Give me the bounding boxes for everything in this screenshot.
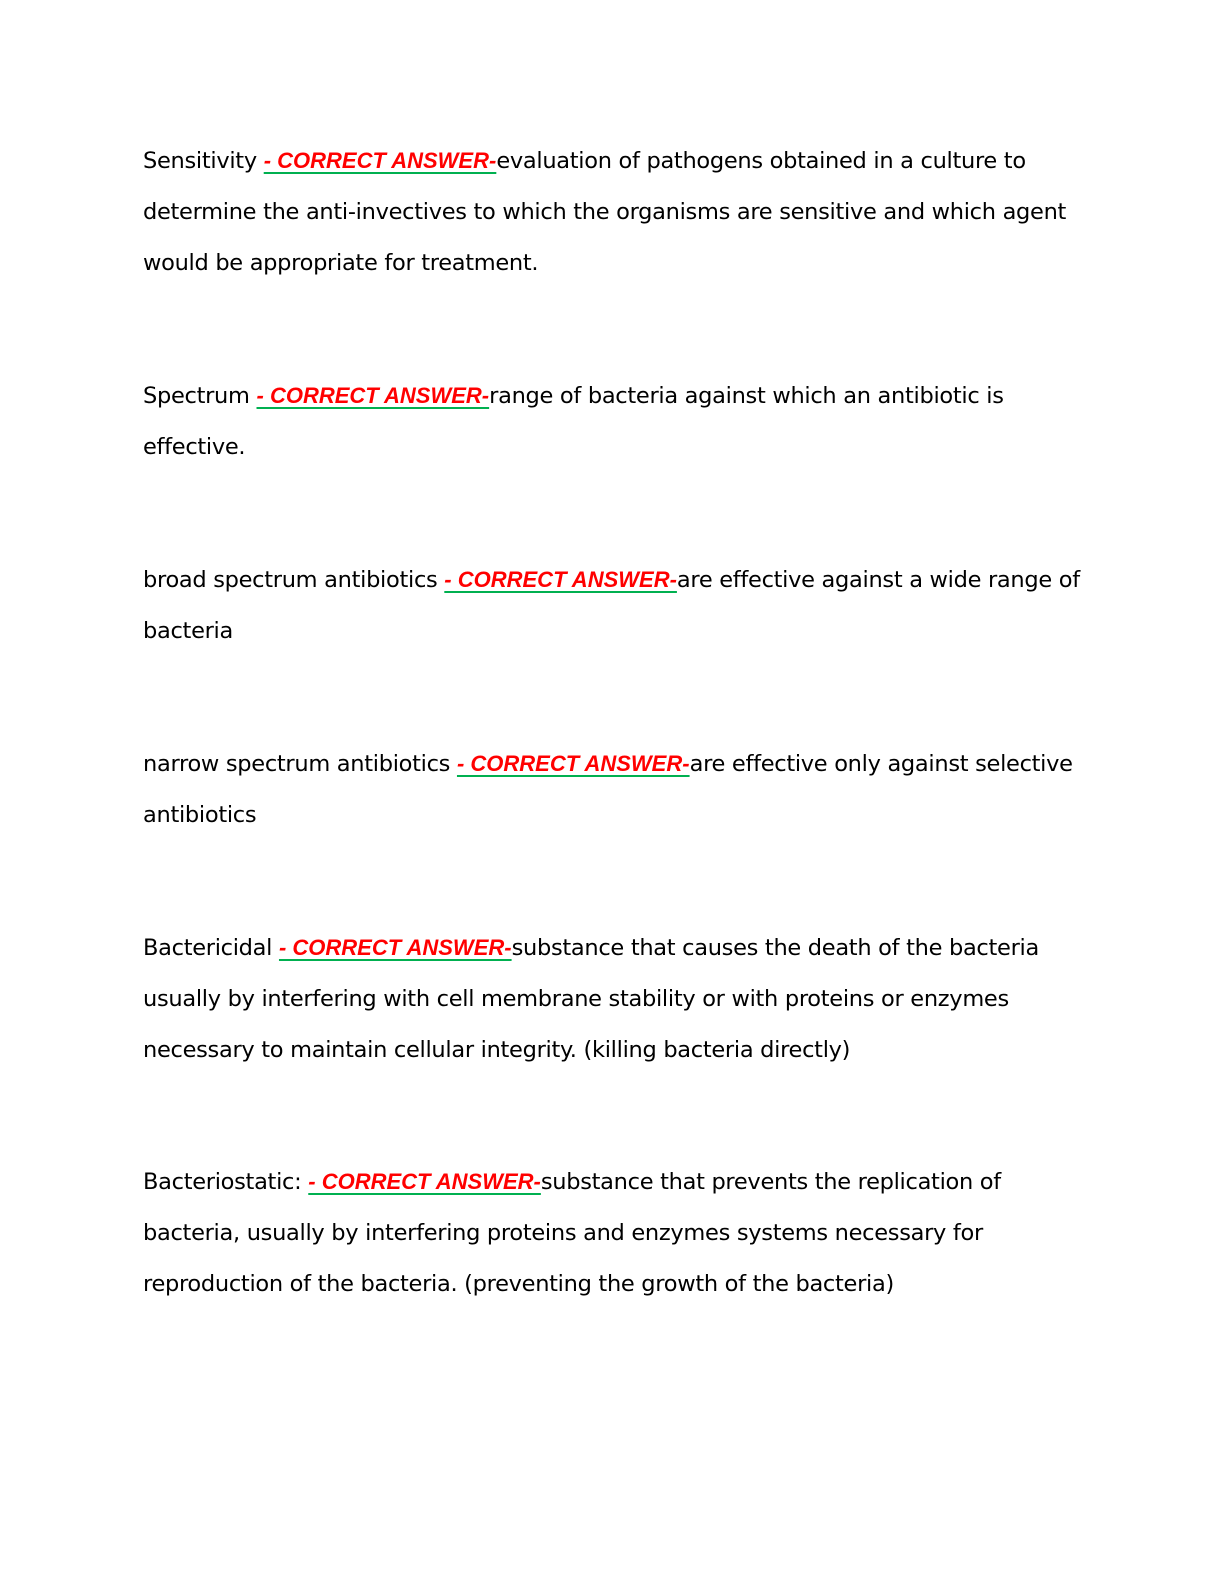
entry-definition: range of bacteria against which an antibiotic is effective. bbox=[143, 383, 1004, 460]
entry-definition: evaluation of pathogens obtained in a culture to determine the anti-invectives to which the organisms are sensitive and which agent would be appropriate for treatment. bbox=[143, 148, 1067, 276]
definition-entry bbox=[143, 1156, 1083, 1310]
entry-definition: are effective only against selective antibiotics bbox=[143, 751, 1073, 828]
entry-definition: substance that causes the death of the bacteria usually by interfering with cell membrane stability or with proteins or enzymes necessary to maintain cellular integrity. (killing bacteria directly) bbox=[143, 935, 1039, 1063]
definition-entry bbox=[143, 922, 1083, 1076]
correct-answer-marker: - CORRECT ANSWER- bbox=[444, 567, 677, 592]
entry-definition: substance that prevents the replication of bacteria, usually by interfering proteins and enzymes systems necessary for reproduction of the bacteria. (preventing the growth of the bacteria) bbox=[143, 1169, 1001, 1297]
correct-answer-marker: - CORRECT ANSWER- bbox=[308, 1169, 541, 1194]
entry-term: broad spectrum antibiotics bbox=[143, 567, 438, 593]
correct-answer-marker: - CORRECT ANSWER- bbox=[263, 148, 497, 173]
entry-term: Bacteriostatic: bbox=[143, 1169, 302, 1195]
definition-entry bbox=[143, 135, 1083, 289]
entry-term: Bactericidal bbox=[143, 935, 273, 961]
definition-entry bbox=[143, 554, 1083, 657]
correct-answer-marker: - CORRECT ANSWER- bbox=[456, 751, 690, 776]
entry-term: Spectrum bbox=[143, 383, 250, 409]
entry-term: Sensitivity bbox=[143, 148, 257, 174]
definition-entry bbox=[143, 738, 1083, 841]
definition-entry bbox=[143, 370, 1083, 473]
entry-term: narrow spectrum antibiotics bbox=[143, 751, 451, 777]
entry-definition: are effective against a wide range of bacteria bbox=[143, 567, 1080, 644]
correct-answer-marker: - CORRECT ANSWER- bbox=[278, 935, 512, 960]
correct-answer-marker: - CORRECT ANSWER- bbox=[256, 383, 490, 408]
